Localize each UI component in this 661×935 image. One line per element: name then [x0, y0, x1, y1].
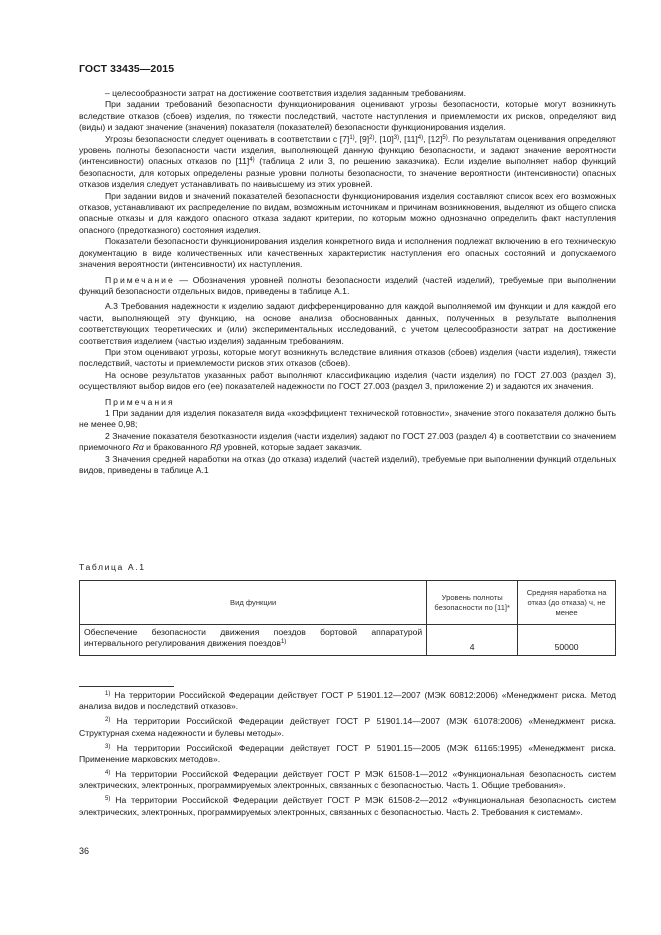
footnote-ref: 4): [249, 157, 255, 164]
note-safety-levels: Примечание — Обозначения уровней полноты безопасности изделий (частей изделий), требуемые при выполнении функций безопасности отдельных видов, приведены в таблице А.1.: [79, 274, 616, 296]
table-caption: Таблица А.1: [79, 562, 146, 572]
table-a1: [79, 580, 616, 656]
paragraph-failure-list: При задании видов и значений показателей безопасности функционирования изделия составляют список всех его возможных отказов, устанавливают их распределение по видам, возможным источникам и причинам возникновения, выделяют из общего списка опасные отказы и для каждого опасного отказа задают критерии, по которым можно однозначно определить факт наступления опасного (предотказного) состояния изделия.: [79, 190, 616, 235]
footnotes: [79, 690, 616, 822]
footnote-item: $^{3)}$ На территории Российской Федерации действует ГОСТ Р 51901.15—2005 (МЭК 61165:1995) «Менеджмент риска. Применение марковских методов».: [79, 742, 616, 765]
footnote-ref: 2): [369, 134, 375, 141]
body-text: [79, 88, 616, 476]
paragraph-threat-assessment: Угрозы безопасности следует оценивать в соответствии с $[7]^{1)}$, $[9]^{2)}$, $[10]^{3)}$, $[11]^{4)}$, $[12]^{5)}$. По результатам оценивания определяют уровень полноты безопасности части изделия, выполняющей данную функцию безопасности, и задают значение вероятности (интенсивности) опасных отказов по $[11]^{4)}$ (таблица 2 или 3, по решению заказчика). Если изделие выполняет набор функций безопасности, для которых определены разные уровни полноты безопасности, то значение вероятности (интенсивности) опасных отказов изделия следует устанавливать по наивысшему из этих уровней.: [79, 133, 616, 190]
header-function-type: Вид функции: [80, 581, 427, 625]
footnote-item: $^{5)}$ На территории Российской Федерации действует ГОСТ Р МЭК 61508-2—2012 «Функциональная безопасность систем электрических, электронных, программируемых электронных, связанных с безопасностью. Часть 2. Требования к системам».: [79, 795, 616, 817]
footnote-ref: 3): [393, 134, 400, 141]
footnote-ref: 4): [417, 134, 424, 141]
header-mean-time: Средняя наработка на отказ (до отказа) ч, не менее: [518, 581, 616, 625]
cell-mean-time: 50000: [518, 625, 616, 656]
note-item-2: 2 Значение показателя безотказности изделия (части изделия) задают по ГОСТ 27.003 (раздел 4) в соответствии со значением приемочного Rα и бракованного Rβ уровней, которые задает заказчик.: [79, 430, 616, 453]
paragraph-safety-requirements: При задании требований безопасности функционирования оценивают угрозы безопасности, которые могут возникнуть вследствие отказов (сбоев) изделия, по тяжести последствий, частоте наступления и приемлемости их рисков, определяют вид (виды) и задают значение (значения) показателя (показателей) безопасности функционирования изделия.: [79, 99, 616, 133]
paragraph-safety-indicators: Показатели безопасности функционирования изделия конкретного вида и исполнения подлежат включению в его техническую документацию в виде количественных или качественных характеристик наступления его опасных состояний и допускаемого значения вероятности (интенсивности) их наступления.: [79, 236, 616, 270]
footnote-item: $^{1)}$ На территории Российской Федерации действует ГОСТ Р 51901.12—2007 (МЭК 60812:2006) «Менеджмент риска. Метод анализа видов и последствий отказов».: [79, 690, 616, 712]
note-item-1: 1 При задании для изделия показателя вида «коэффициент технической готовности», значение этого показателя должно быть не менее 0,98;: [79, 407, 616, 430]
footnote-ref: 5): [442, 134, 448, 141]
standard-header: ГОСТ 33435—2015: [79, 63, 175, 75]
table-header-row: [80, 581, 616, 625]
header-safety-level: Уровень полноты безопасности по [11]*: [427, 581, 518, 625]
paragraph-threat-evaluation: При этом оценивают угрозы, которые могут возникнуть вследствие влияния отказов (сбоев) изделия (части изделия), тяжести последствий, частоты и приемлемости рисков этих отказов (сбоев).: [79, 346, 616, 369]
note-label: Примечание: [105, 274, 175, 285]
notes-heading: Примечания: [105, 396, 175, 407]
footnote-item: $^{4)}$ На территории Российской Федерации действует ГОСТ Р МЭК 61508-1—2012 «Функциональная безопасность систем электрических, электронных, программируемых электронных, связанных с безопасностью. Часть 1. Общие требования».: [79, 768, 616, 791]
footnote-divider: [79, 686, 174, 687]
cell-function: Обеспечение безопасности движения поездов бортовой аппаратурой интервального регулирования движения поездов$^{1)}$: [80, 625, 427, 656]
paragraph-classification: На основе результатов указанных работ выполняют классификацию изделия (части изделия) по ГОСТ 27.003 (раздел 3), осуществляют выбор видов его (ее) показателей надежности по ГОСТ 27.003 (раздел 3, приложение 2) и задаются их значения.: [79, 369, 616, 392]
table-row: [80, 625, 616, 656]
note-item-3: 3 Значения средней наработки на отказ (до отказа) изделий (частей изделий), требуемые при выполнении функций отдельных видов, приведены в таблице А.1: [79, 453, 616, 475]
footnote-ref: 1): [349, 134, 355, 141]
cell-safety-level: 4: [427, 625, 518, 656]
footnote-item: $^{2)}$ На территории Российской Федерации действует ГОСТ Р 51901.14—2007 (МЭК 61078:2006) «Менеджмент риска. Структурная схема надежности и булевы методы».: [79, 716, 616, 738]
page-number: 36: [79, 846, 90, 856]
footnote-ref: 1): [280, 639, 287, 645]
paragraph-a3-reliability: А.3 Требования надежности к изделию задают дифференцированно для каждой выполняемой им функции и для каждой его части, выполняющей эту функцию, на основе анализа обоснованных данных, полученных в результате выполнения соответствующих теоретических и (или) экспериментальных исследований, с учетом целесообразности затрат на достижение соответствия изделием (частью изделия) заданным требованиям.: [79, 301, 616, 346]
paragraph-expediency: – целесообразности затрат на достижение соответствия изделия заданным требованиям.: [105, 88, 467, 98]
